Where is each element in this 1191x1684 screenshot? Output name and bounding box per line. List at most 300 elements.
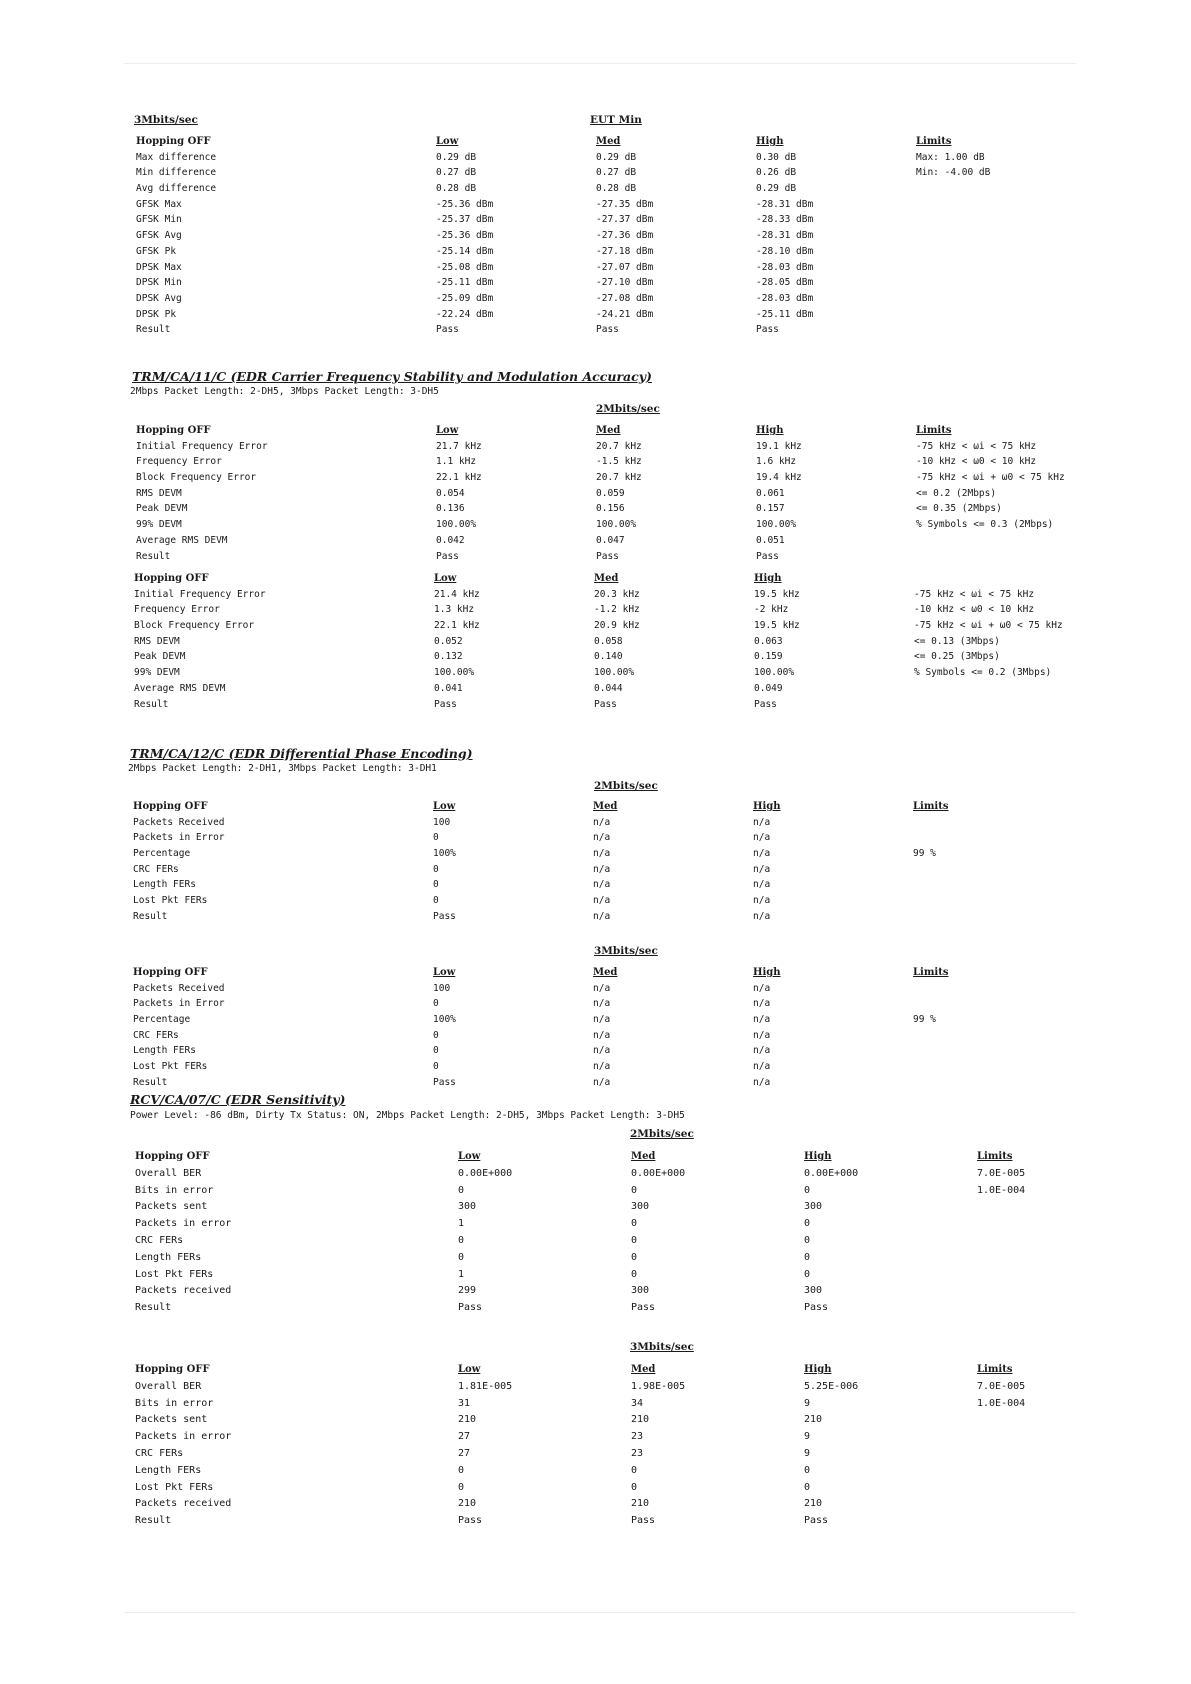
table-row	[135, 1250, 1085, 1267]
table-cell: n/a	[753, 1029, 771, 1041]
table-cell: -25.14 dBm	[436, 245, 494, 257]
table-cell: 1.98E-005	[631, 1380, 686, 1392]
table-cell: Pass	[433, 1076, 456, 1088]
table-row	[135, 1396, 1085, 1413]
table-cell: -27.18 dBm	[596, 245, 654, 257]
column-header: Low	[433, 967, 456, 978]
column-header: High	[754, 573, 782, 584]
table-cell: 20.7 kHz	[596, 472, 642, 484]
table-cell: 0.052	[434, 635, 463, 647]
section-title-rcv07: RCV/CA/07/C (EDR Sensitivity)	[130, 1092, 346, 1107]
table-cell: 0	[433, 1061, 439, 1073]
table-cell: -28.31 dBm	[756, 230, 814, 242]
table-header-row	[133, 965, 1073, 981]
row-label: 99% DEVM	[136, 519, 182, 531]
trm12-2mbps-table	[133, 799, 1073, 925]
row-label: Result	[133, 1076, 168, 1088]
column-header: Med	[596, 136, 621, 147]
table-row	[136, 197, 1076, 213]
trm12-3mbps-table	[133, 965, 1073, 1091]
table-cell: 0	[631, 1251, 638, 1263]
table-cell: Pass	[436, 324, 459, 336]
rcv07-3mbps-table	[135, 1362, 1085, 1530]
row-label: Packets in error	[135, 1431, 232, 1443]
table-cell: 0	[433, 1029, 439, 1041]
table-row	[135, 1496, 1085, 1513]
table-cell: 1.6 kHz	[756, 456, 797, 468]
row-label: Packets sent	[135, 1201, 208, 1213]
row-label: DPSK Pk	[136, 308, 177, 320]
table-cell: 5.25E-006	[804, 1380, 859, 1392]
table-cell: 210	[804, 1498, 823, 1510]
row-label: GFSK Min	[136, 214, 182, 226]
table-cell: -24.21 dBm	[596, 308, 654, 320]
row-label: Overall BER	[135, 1380, 202, 1392]
table-cell: 210	[804, 1414, 823, 1426]
table-cell: 22.1 kHz	[436, 472, 482, 484]
table-cell: 0.047	[596, 534, 625, 546]
table-cell: -28.03 dBm	[756, 261, 814, 273]
table-row	[135, 1233, 1085, 1250]
column-header: Low	[458, 1364, 481, 1375]
table-row	[134, 665, 1074, 681]
table-cell: 0.26 dB	[756, 167, 797, 179]
table-row	[134, 649, 1074, 665]
table-header-row	[135, 1149, 1085, 1166]
table-cell: 0.061	[756, 487, 785, 499]
table-cell: 19.4 kHz	[756, 472, 802, 484]
table-row	[136, 307, 1076, 323]
column-header: Limits	[977, 1364, 1013, 1375]
page-bottom-rule	[124, 1612, 1076, 1613]
table-cell: n/a	[753, 998, 771, 1010]
table-cell: 0.049	[754, 682, 783, 694]
table-cell: 0	[458, 1481, 465, 1493]
table-cell: n/a	[593, 1045, 611, 1057]
table-cell: -27.07 dBm	[596, 261, 654, 273]
column-header: Hopping OFF	[133, 967, 208, 978]
table-cell: 100	[433, 816, 451, 828]
table-row	[135, 1283, 1085, 1300]
table-row	[136, 275, 1076, 291]
column-header: Low	[436, 136, 459, 147]
table-cell: Pass	[458, 1302, 483, 1314]
row-label: GFSK Avg	[136, 230, 182, 242]
row-label: Result	[135, 1302, 172, 1314]
table-row	[133, 846, 1073, 862]
column-header: High	[753, 801, 781, 812]
row-label: Result	[134, 698, 169, 710]
table-cell: 0	[631, 1184, 638, 1196]
table-cell: -25.11 dBm	[756, 308, 814, 320]
table-cell: -25.37 dBm	[436, 214, 494, 226]
table-cell: -28.33 dBm	[756, 214, 814, 226]
table-cell: 300	[804, 1201, 823, 1213]
row-label: Lost Pkt FERs	[135, 1481, 214, 1493]
section-title-trm11: TRM/CA/11/C (EDR Carrier Frequency Stability and Modulation Accuracy)	[132, 369, 652, 384]
row-label: CRC FERs	[135, 1234, 184, 1246]
table-cell: 0.156	[596, 503, 625, 515]
section-subtitle-rcv07: Power Level: -86 dBm, Dirty Tx Status: ON, 2Mbps Packet Length: 2-DH5, 3Mbps Packet Length: 3-DH5	[130, 1110, 685, 1121]
column-header: Med	[631, 1364, 656, 1375]
table-row	[136, 322, 1076, 338]
table-cell: % Symbols <= 0.2 (3Mbps)	[914, 667, 1052, 679]
table-cell: Pass	[631, 1302, 656, 1314]
table-cell: 100.00%	[754, 667, 795, 679]
table-row	[133, 815, 1073, 831]
table-cell: 0	[631, 1481, 638, 1493]
table-cell: 0.28 dB	[436, 183, 477, 195]
column-header: Low	[433, 801, 456, 812]
column-header: High	[804, 1151, 832, 1162]
table-cell: -25.36 dBm	[436, 198, 494, 210]
table-cell: 1.0E-004	[977, 1184, 1026, 1196]
column-header: Limits	[913, 801, 949, 812]
table-cell: n/a	[593, 863, 611, 875]
table-cell: 300	[458, 1201, 477, 1213]
table-cell: -25.08 dBm	[436, 261, 494, 273]
table-row	[136, 291, 1076, 307]
row-label: Packets in error	[135, 1218, 232, 1230]
table-cell: n/a	[753, 879, 771, 891]
table-row	[134, 681, 1074, 697]
table-cell: -27.36 dBm	[596, 230, 654, 242]
table-cell: -27.10 dBm	[596, 277, 654, 289]
row-label: Initial Frequency Error	[136, 440, 268, 452]
table-cell: 0.136	[436, 503, 465, 515]
table-cell: 1.0E-004	[977, 1397, 1026, 1409]
rate-label-rcv07-3mbits: 3Mbits/sec	[630, 1341, 694, 1353]
table-cell: 27	[458, 1431, 471, 1443]
page-top-rule	[124, 63, 1076, 64]
eut-min-label: EUT Min	[590, 114, 642, 126]
table-row	[136, 486, 1076, 502]
row-label: Frequency Error	[136, 456, 222, 468]
column-header: Med	[631, 1151, 656, 1162]
row-label: Packets Received	[133, 816, 225, 828]
table-cell: n/a	[753, 863, 771, 875]
table-cell: 0.140	[594, 651, 623, 663]
table-header-row	[136, 134, 1076, 150]
table-cell: Pass	[596, 550, 619, 562]
table-row	[133, 1075, 1073, 1091]
table-row	[133, 830, 1073, 846]
table-cell: 0.00E+000	[458, 1167, 513, 1179]
table-header-row	[135, 1362, 1085, 1379]
table-cell: 1.81E-005	[458, 1380, 513, 1392]
table-cell: Pass	[804, 1302, 829, 1314]
table-cell: -25.36 dBm	[436, 230, 494, 242]
table-cell: -25.09 dBm	[436, 292, 494, 304]
column-header: Limits	[913, 967, 949, 978]
section-subtitle-trm11: 2Mbps Packet Length: 2-DH5, 3Mbps Packet Length: 3-DH5	[130, 386, 439, 397]
table-cell: 0.157	[756, 503, 785, 515]
row-label: GFSK Max	[136, 198, 182, 210]
column-header: Low	[458, 1151, 481, 1162]
table-cell: 100	[433, 982, 451, 994]
row-label: Length FERs	[135, 1464, 202, 1476]
row-label: Packets Received	[133, 982, 225, 994]
table-header-row	[136, 423, 1076, 439]
table-cell: 100.00%	[434, 667, 475, 679]
table-cell: n/a	[593, 998, 611, 1010]
table-row	[135, 1216, 1085, 1233]
table-row	[136, 150, 1076, 166]
table-row	[134, 602, 1074, 618]
table-cell: 0	[433, 863, 439, 875]
table-row	[136, 501, 1076, 517]
table-cell: 0	[804, 1464, 811, 1476]
table-cell: n/a	[753, 1061, 771, 1073]
table-cell: Pass	[594, 698, 617, 710]
table-row	[136, 549, 1076, 565]
table-cell: 0.132	[434, 651, 463, 663]
table-cell: 0.30 dB	[756, 151, 797, 163]
table-cell: n/a	[593, 982, 611, 994]
table-cell: 300	[804, 1285, 823, 1297]
table-cell: Pass	[804, 1515, 829, 1527]
row-label: Bits in error	[135, 1184, 214, 1196]
table-cell: -28.03 dBm	[756, 292, 814, 304]
table-row	[135, 1513, 1085, 1530]
table-cell: 0	[458, 1184, 465, 1196]
table-cell: 21.4 kHz	[434, 588, 480, 600]
table-row	[133, 1028, 1073, 1044]
table-cell: n/a	[753, 895, 771, 907]
table-cell: 0	[458, 1234, 465, 1246]
table-cell: 1	[458, 1268, 465, 1280]
table-cell: 0.27 dB	[596, 167, 637, 179]
column-header: High	[804, 1364, 832, 1375]
table-cell: 0	[631, 1218, 638, 1230]
table-cell: 0	[433, 895, 439, 907]
table-cell: 0.00E+000	[804, 1167, 859, 1179]
table-cell: 0.29 dB	[436, 151, 477, 163]
table-cell: Pass	[596, 324, 619, 336]
table-cell: n/a	[753, 848, 771, 860]
table-row	[136, 533, 1076, 549]
table-cell: 23	[631, 1447, 644, 1459]
row-label: Result	[133, 910, 168, 922]
table-cell: 27	[458, 1447, 471, 1459]
table-cell: Pass	[434, 698, 457, 710]
table-row	[133, 1043, 1073, 1059]
table-cell: 210	[458, 1414, 477, 1426]
table-row	[135, 1480, 1085, 1497]
table-row	[136, 181, 1076, 197]
row-label: DPSK Avg	[136, 292, 182, 304]
table-row	[133, 996, 1073, 1012]
row-label: Frequency Error	[134, 604, 220, 616]
rate-label-trm12-2mbits: 2Mbits/sec	[594, 780, 658, 792]
table-cell: 0.051	[756, 534, 785, 546]
table-cell: -2 kHz	[754, 604, 789, 616]
table-cell: n/a	[593, 1076, 611, 1088]
row-label: Packets received	[135, 1285, 232, 1297]
row-label: Average RMS DEVM	[134, 682, 226, 694]
table-cell: 99 %	[913, 1014, 936, 1026]
table-cell: 34	[631, 1397, 644, 1409]
section-subtitle-trm12: 2Mbps Packet Length: 2-DH1, 3Mbps Packet Length: 3-DH1	[128, 763, 437, 774]
table-cell: 0.044	[594, 682, 623, 694]
table-cell: 19.1 kHz	[756, 440, 802, 452]
table-cell: 9	[804, 1431, 811, 1443]
row-label: Initial Frequency Error	[134, 588, 266, 600]
table-cell: n/a	[593, 816, 611, 828]
row-label: Result	[135, 1515, 172, 1527]
table-cell: 23	[631, 1431, 644, 1443]
table-cell: n/a	[753, 910, 771, 922]
table-row	[135, 1412, 1085, 1429]
rcv07-2mbps-table	[135, 1149, 1085, 1317]
table-cell: 0	[804, 1251, 811, 1263]
table-cell: 1.1 kHz	[436, 456, 477, 468]
table-cell: <= 0.25 (3Mbps)	[914, 651, 1000, 663]
table-cell: 0	[804, 1184, 811, 1196]
eut-difference-table	[136, 134, 1076, 338]
table-row	[135, 1199, 1085, 1216]
table-row	[134, 587, 1074, 603]
table-cell: 19.5 kHz	[754, 620, 800, 632]
table-cell: Pass	[458, 1515, 483, 1527]
table-cell: Min: -4.00 dB	[916, 167, 991, 179]
table-cell: -10 kHz < ω0 < 10 kHz	[914, 604, 1035, 616]
row-label: Length FERs	[133, 879, 196, 891]
table-cell: 1	[458, 1218, 465, 1230]
row-label: Percentage	[133, 1014, 191, 1026]
table-cell: 100%	[433, 1014, 456, 1026]
table-cell: n/a	[753, 1014, 771, 1026]
table-cell: 100.00%	[756, 519, 797, 531]
column-header: Hopping OFF	[136, 136, 211, 147]
table-row	[134, 618, 1074, 634]
table-cell: 0.054	[436, 487, 465, 499]
table-cell: 100.00%	[596, 519, 637, 531]
table-cell: 0.159	[754, 651, 783, 663]
table-row	[135, 1300, 1085, 1317]
row-label: Avg difference	[136, 183, 217, 195]
row-label: Lost Pkt FERs	[135, 1268, 214, 1280]
table-cell: Pass	[756, 550, 779, 562]
table-cell: -1.2 kHz	[594, 604, 640, 616]
table-cell: n/a	[753, 982, 771, 994]
column-header: High	[756, 425, 784, 436]
table-cell: 0.29 dB	[756, 183, 797, 195]
row-label: Result	[136, 324, 171, 336]
table-cell: n/a	[593, 895, 611, 907]
table-cell: n/a	[593, 910, 611, 922]
row-label: Packets sent	[135, 1414, 208, 1426]
column-header: Med	[593, 967, 618, 978]
table-cell: 300	[631, 1201, 650, 1213]
column-header: Hopping OFF	[133, 801, 208, 812]
row-label: CRC FERs	[135, 1447, 184, 1459]
table-cell: 0	[433, 998, 439, 1010]
table-row	[136, 439, 1076, 455]
table-cell: n/a	[753, 816, 771, 828]
column-header: Limits	[916, 136, 952, 147]
table-cell: <= 0.2 (2Mbps)	[916, 487, 997, 499]
rate-label-2mbits: 2Mbits/sec	[596, 403, 660, 415]
row-label: Packets in Error	[133, 998, 225, 1010]
table-cell: 0	[631, 1234, 638, 1246]
row-label: Result	[136, 550, 171, 562]
table-cell: 100.00%	[436, 519, 477, 531]
table-cell: 1.3 kHz	[434, 604, 475, 616]
column-header: Med	[596, 425, 621, 436]
row-label: CRC FERs	[133, 1029, 179, 1041]
table-row	[135, 1166, 1085, 1183]
column-header: Hopping OFF	[134, 573, 209, 584]
table-cell: 0.27 dB	[436, 167, 477, 179]
table-cell: 0.058	[594, 635, 623, 647]
table-cell: 210	[458, 1498, 477, 1510]
table-cell: 99 %	[913, 848, 936, 860]
column-header: Med	[594, 573, 619, 584]
table-cell: -75 kHz < ωi + ω0 < 75 kHz	[916, 472, 1065, 484]
rate-label-3mbits: 3Mbits/sec	[134, 114, 198, 126]
row-label: DPSK Max	[136, 261, 182, 273]
table-cell: 19.5 kHz	[754, 588, 800, 600]
row-label: Block Frequency Error	[136, 472, 257, 484]
table-row	[133, 909, 1073, 925]
column-header: High	[756, 136, 784, 147]
table-cell: 300	[631, 1285, 650, 1297]
column-header: Med	[593, 801, 618, 812]
table-row	[133, 1012, 1073, 1028]
table-cell: n/a	[753, 1045, 771, 1057]
row-label: Length FERs	[133, 1045, 196, 1057]
table-row	[136, 165, 1076, 181]
row-label: RMS DEVM	[136, 487, 182, 499]
table-row	[136, 517, 1076, 533]
table-row	[135, 1267, 1085, 1284]
table-cell: Pass	[433, 910, 456, 922]
table-cell: 9	[804, 1447, 811, 1459]
table-cell: -10 kHz < ω0 < 10 kHz	[916, 456, 1037, 468]
table-row	[135, 1446, 1085, 1463]
table-cell: n/a	[593, 1014, 611, 1026]
column-header: Hopping OFF	[135, 1364, 210, 1375]
table-row	[136, 470, 1076, 486]
table-cell: -28.31 dBm	[756, 198, 814, 210]
table-cell: 100.00%	[594, 667, 635, 679]
table-row	[135, 1429, 1085, 1446]
table-cell: -28.10 dBm	[756, 245, 814, 257]
rate-label-rcv07-2mbits: 2Mbits/sec	[630, 1128, 694, 1140]
table-cell: Pass	[631, 1515, 656, 1527]
table-cell: -1.5 kHz	[596, 456, 642, 468]
row-label: Average RMS DEVM	[136, 534, 228, 546]
table-cell: Pass	[436, 550, 459, 562]
row-label: Length FERs	[135, 1251, 202, 1263]
table-cell: 21.7 kHz	[436, 440, 482, 452]
table-cell: -75 kHz < ωi < 75 kHz	[916, 440, 1037, 452]
table-row	[136, 228, 1076, 244]
table-cell: 0	[433, 832, 439, 844]
table-row	[133, 1059, 1073, 1075]
table-cell: 0	[804, 1268, 811, 1280]
table-cell: 0	[804, 1481, 811, 1493]
table-cell: 0	[458, 1464, 465, 1476]
column-header: High	[753, 967, 781, 978]
table-cell: <= 0.13 (3Mbps)	[914, 635, 1000, 647]
table-cell: 0.00E+000	[631, 1167, 686, 1179]
table-cell: 7.0E-005	[977, 1380, 1026, 1392]
table-row	[136, 260, 1076, 276]
table-cell: % Symbols <= 0.3 (2Mbps)	[916, 519, 1054, 531]
table-cell: 7.0E-005	[977, 1167, 1026, 1179]
